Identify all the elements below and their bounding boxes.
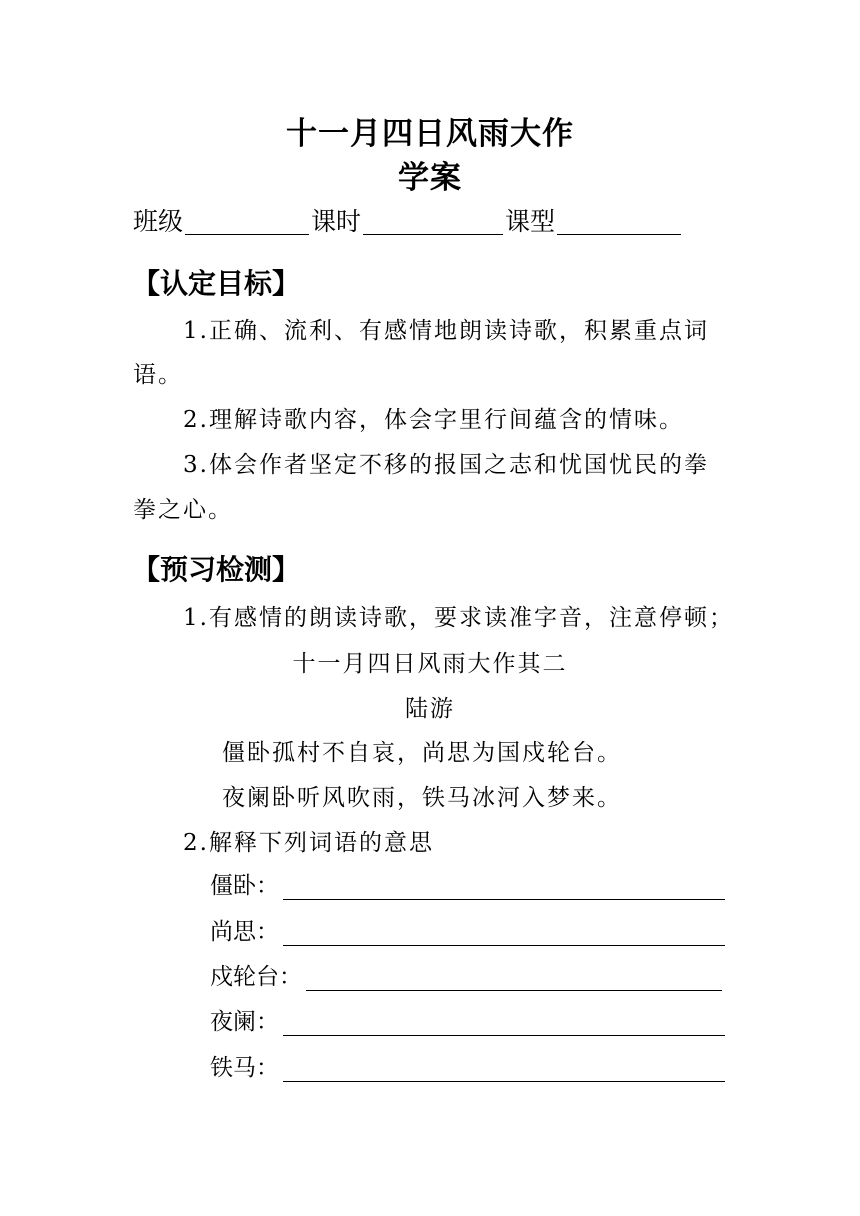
term-label: 夜阑： [210, 1009, 279, 1035]
class-blank[interactable] [185, 206, 309, 235]
goal-3-line-1: 3.体会作者坚定不移的报国之志和忧国忧民的拳 [183, 452, 709, 478]
answer-line[interactable] [306, 966, 722, 991]
meta-row [133, 198, 683, 238]
preview-task-1: 1.有感情的朗读诗歌，要求读准字音，注意停顿； [183, 605, 734, 631]
term-label: 尚思： [210, 919, 279, 945]
preview-task-2: 2.解释下列词语的意思 [183, 830, 434, 856]
term-label: 铁马： [210, 1055, 279, 1081]
class-label: 班级 [133, 207, 184, 236]
page-subtitle: 学案 [398, 160, 462, 196]
page-title: 十一月四日风雨大作 [286, 116, 574, 152]
goal-1-line-2: 语。 [133, 362, 183, 388]
term-row [210, 913, 725, 946]
period-blank[interactable] [363, 206, 503, 235]
goal-3-line-2: 拳之心。 [133, 497, 233, 523]
goal-2: 2.理解诗歌内容，体会字里行间蕴含的情味。 [183, 407, 684, 433]
type-label: 课型 [505, 207, 556, 236]
term-row [210, 1003, 725, 1036]
term-row [210, 958, 722, 991]
period-label: 课时 [311, 207, 362, 236]
answer-line[interactable] [283, 1057, 725, 1082]
answer-line[interactable] [283, 921, 725, 946]
goals-heading: 【认定目标】 [132, 267, 301, 300]
term-row [210, 1049, 725, 1082]
term-label: 戍轮台： [210, 964, 302, 990]
term-row [210, 867, 725, 900]
poem-line-2: 夜阑卧听风吹雨，铁马冰河入梦来。 [222, 785, 622, 811]
poem-line-1: 僵卧孤村不自哀，尚思为国戍轮台。 [222, 740, 622, 766]
poem-author: 陆游 [405, 696, 455, 722]
answer-line[interactable] [283, 875, 725, 900]
type-blank[interactable] [557, 206, 681, 235]
goal-1-line-1: 1.正确、流利、有感情地朗读诗歌，积累重点词 [183, 318, 709, 344]
term-label: 僵卧： [210, 873, 279, 899]
poem-title: 十一月四日风雨大作其二 [292, 651, 568, 677]
answer-line[interactable] [283, 1011, 725, 1036]
preview-heading: 【预习检测】 [132, 553, 301, 586]
